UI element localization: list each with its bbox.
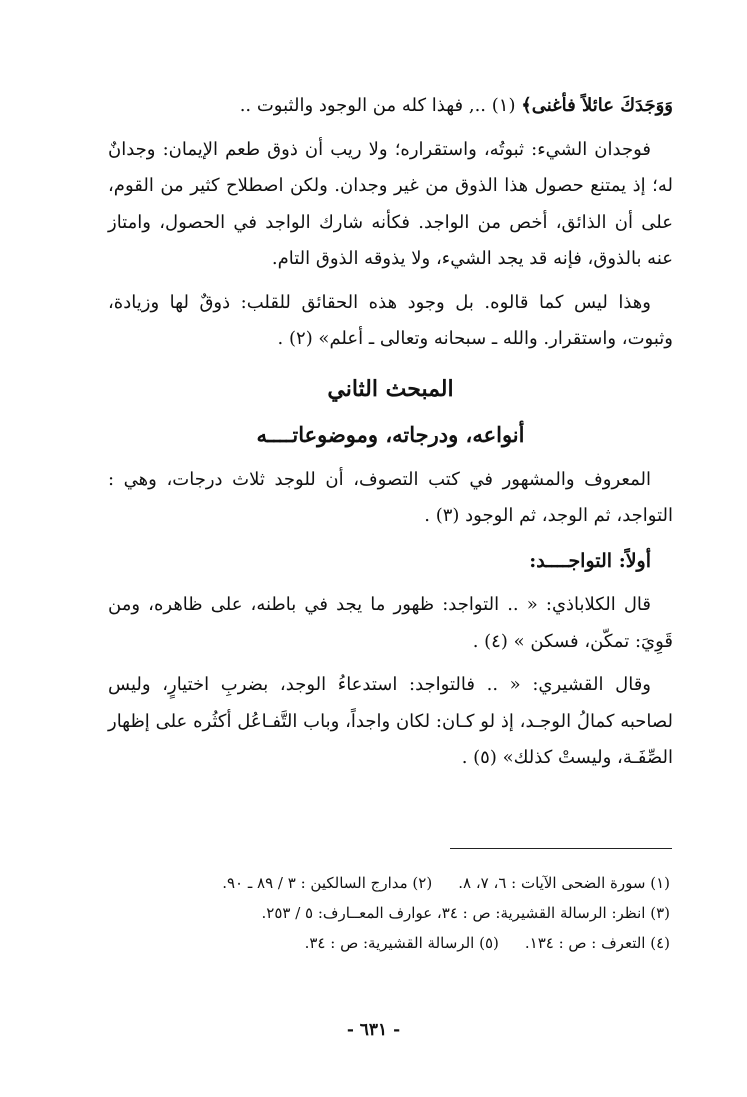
footnote-2: (٢) مدارج السالكين : ٣ / ٨٩ ـ ٩٠. xyxy=(222,874,433,892)
footnote-divider xyxy=(450,848,672,849)
footnote-1: (١) سورة الضحى الآيات : ٦، ٧، ٨. xyxy=(458,874,670,892)
section-subheading: أنواعه، ودرجاته، وموضوعاتــــه xyxy=(256,421,525,447)
footnote-row-3 xyxy=(140,928,670,958)
main-text xyxy=(108,88,673,784)
paragraph-6: وقال القشيري: « .. فالتواجد: استدعاءُ الوجد، بضربِ اختيارٍ، وليس لصاحبه كمالُ الوجـد، إذ لو كـان: لكان واجداً، وباب التَّفـاعُل أكثُره على إظهار الصِّفَـة، وليستْ كذلك» (٥) . xyxy=(108,674,673,768)
footnote-4: (٤) التعرف : ص : ١٣٤. xyxy=(524,934,670,952)
page-number: - ٦٣١ - xyxy=(346,1020,401,1040)
footnotes xyxy=(140,868,670,958)
footnote-row-1 xyxy=(140,868,670,898)
item-title: أولاً: التواجــــد: xyxy=(529,549,651,572)
footnote-row-2 xyxy=(140,898,670,928)
paragraph-3: وهذا ليس كما قالوه. بل وجود هذه الحقائق للقلب: ذوقٌ لها وزيادة، وثبوت، واستقرار. والله ـ سبحانه وتعالى ـ أعلم» (٢) . xyxy=(108,291,673,349)
paragraph-4: المعروف والمشهور في كتب التصوف، أن للوجد ثلاث درجات، وهي : التواجد، ثم الوجد، ثم الوجود (٣) . xyxy=(108,468,673,526)
paragraph-5: قال الكلاباذي: « .. التواجد: ظهور ما يجد في باطنه، على ظاهره، ومن قَوِيَ: تمكّن، فسكن » (٤) . xyxy=(108,594,673,652)
paragraph-2: فوجدان الشيء: ثبوتُه، واستقراره؛ ولا ريب أن ذوق طعم الإيمان: وجدانٌ له؛ إذ يمتنع حصول هذا الذوق من غير وجدان. ولكن اصطلاح كثير من القوم، على أن الذائق، أخص من الواجد. فكأنه شارك الواجد في الحصول، وامتاز عنه بالذوق، فإنه قد يجد الشيء، ولا يذوقه الذوق التام. xyxy=(108,138,673,269)
paragraph-1-rest: (١) .., فهذا كله من الوجود والثبوت .. xyxy=(239,95,516,116)
quran-verse: وَوَجَدَكَ عائلاً فأغنى﴾ xyxy=(521,95,673,116)
paragraph-1 xyxy=(108,88,673,125)
footnote-3: (٣) انظر: الرسالة القشيرية: ص : ٣٤، عوارف المعــارف: ٥ / ٢٥٣. xyxy=(261,904,670,922)
section-heading: المبحث الثاني xyxy=(327,375,454,402)
footnote-5: (٥) الرسالة القشيرية: ص : ٣٤. xyxy=(304,934,499,952)
